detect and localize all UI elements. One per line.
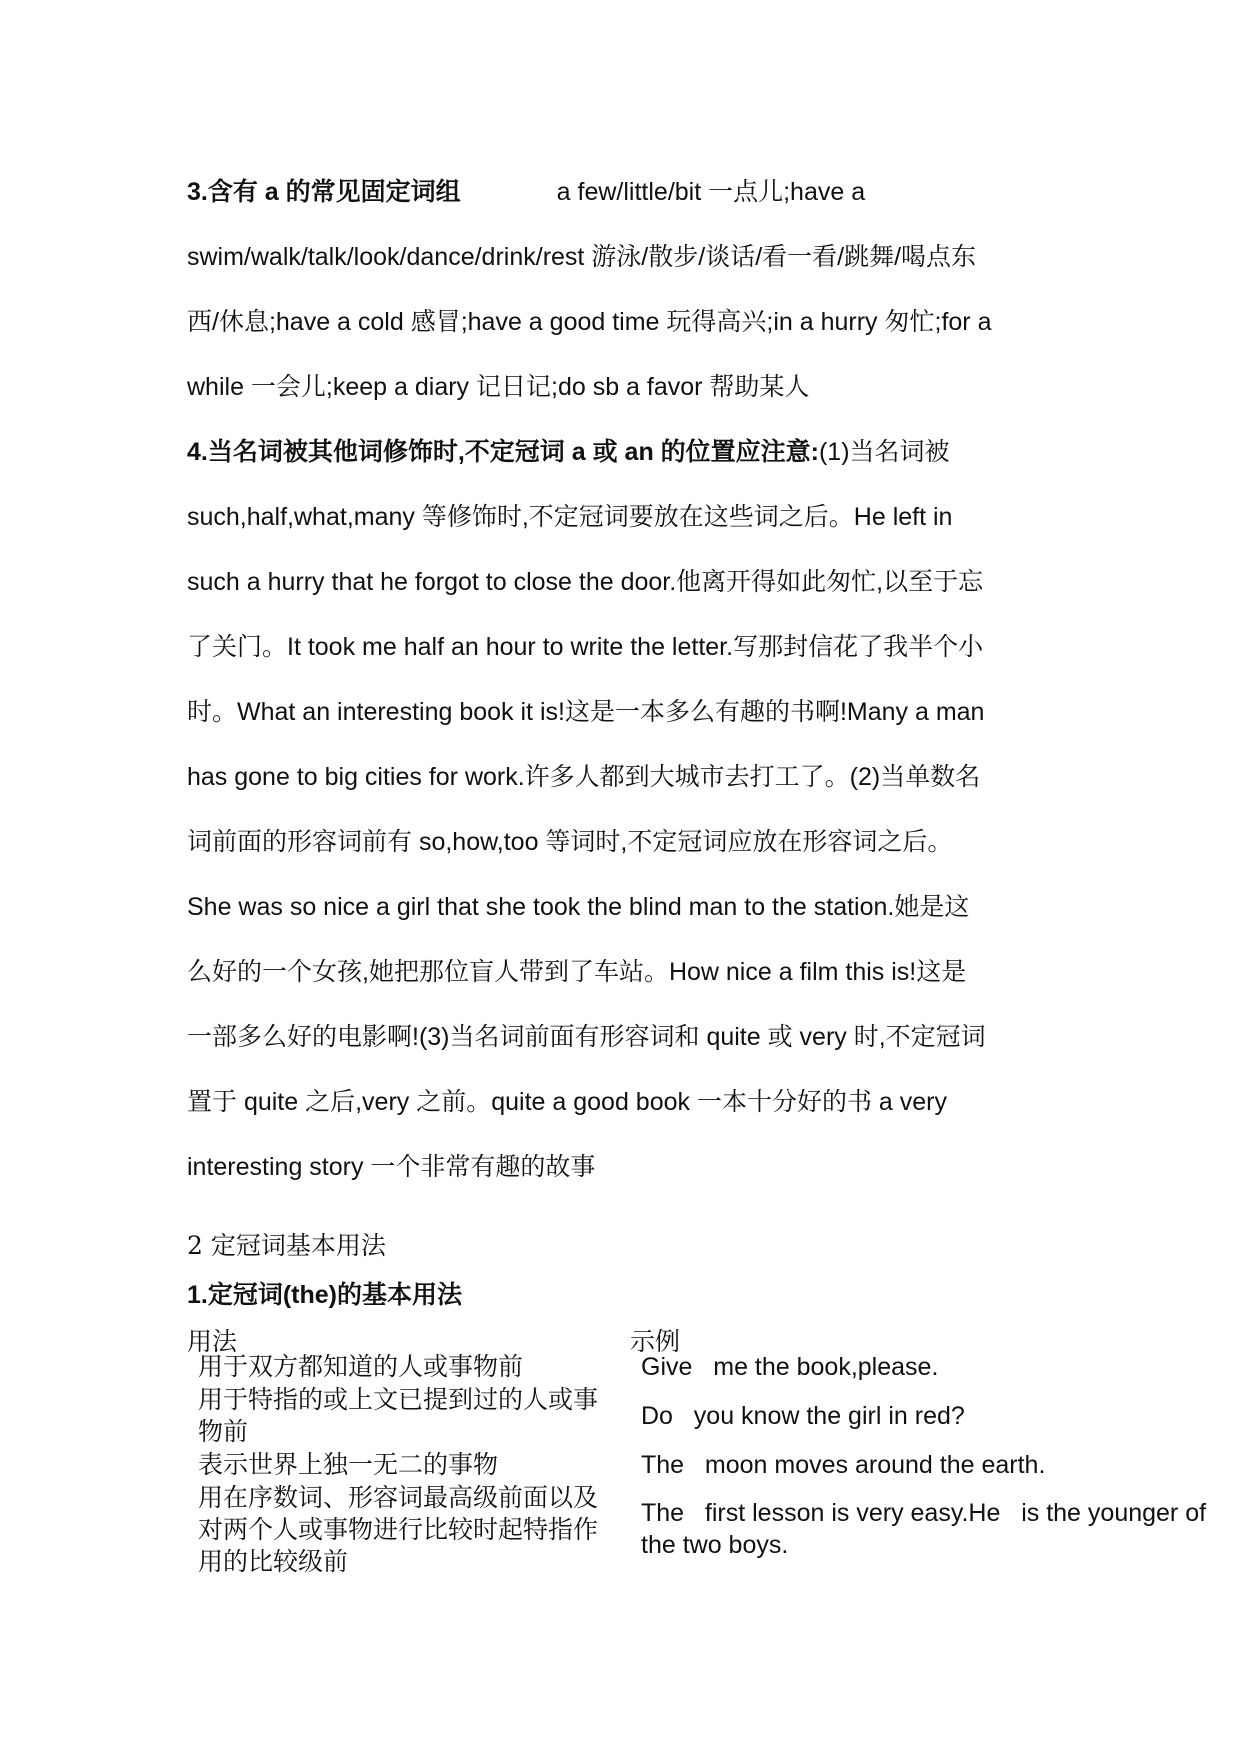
item4-line: 词前面的形容词前有 so,how,too 等词时,不定冠词应放在形容词之后。	[187, 828, 953, 856]
definite-article-heading: 1.定冠词(the)的基本用法	[187, 1281, 463, 1309]
table-header-example: 示例	[630, 1327, 681, 1356]
table-row-usage: 用在序数词、形容词最高级前面以及对两个人或事物进行比较时起特指作用的比较级前	[198, 1483, 599, 1576]
item4-line: 时。What an interesting book it is!这是一本多么有趣的书啊!Many a man	[187, 698, 985, 726]
item4-line: has gone to big cities for work.许多人都到大城市去打工了。(2)当单数名	[187, 763, 981, 791]
table-row-usage: 用于双方都知道的人或事物前	[198, 1352, 524, 1381]
section-2-title: 2 定冠词基本用法	[187, 1231, 386, 1260]
table-row-example: The moon moves around the earth.	[641, 1451, 1046, 1479]
item4-line: such,half,what,many 等修饰时,不定冠词要放在这些词之后。He left in	[187, 503, 953, 531]
item4-line: 了关门。It took me half an hour to write the letter.写那封信花了我半个小	[187, 633, 984, 661]
article-body	[187, 160, 1067, 1200]
item3-line-3: 西/休息;have a cold 感冒;have a good time 玩得高兴;in a hurry 匆忙;for a	[187, 308, 992, 336]
item3-line-4: while 一会儿;keep a diary 记日记;do sb a favor 帮助某人	[187, 373, 810, 401]
table-row-usage: 用于特指的或上文已提到过的人或事物前	[198, 1385, 599, 1446]
item4-line: such a hurry that he forgot to close the door.他离开得如此匆忙,以至于忘	[187, 568, 984, 596]
item4-line: She was so nice a girl that she took the blind man to the station.她是这	[187, 893, 970, 921]
item3-line-1-text: a few/little/bit 一点儿;have a	[556, 178, 866, 206]
item4-line-1	[187, 420, 1067, 485]
item3-line-2: swim/walk/talk/look/dance/drink/rest 游泳/散步/谈话/看一看/跳舞/喝点东	[187, 243, 977, 271]
item4-line-1-text: (1)当名词被	[818, 438, 950, 466]
item3-line-1	[187, 160, 1067, 225]
table-header-usage: 用法	[187, 1327, 238, 1356]
table-row-usage: 表示世界上独一无二的事物	[198, 1450, 499, 1479]
item4-line: 置于 quite 之后,very 之前。quite a good book 一本十分好的书 a very	[187, 1088, 947, 1116]
table-row-example: Do you know the girl in red?	[641, 1402, 965, 1430]
table-row-example: Give me the book,please.	[641, 1353, 939, 1381]
item3-heading: 3.含有 a 的常见固定词组	[187, 178, 461, 206]
item4-line: interesting story 一个非常有趣的故事	[187, 1153, 596, 1181]
item4-line: 一部多么好的电影啊!(3)当名词前面有形容词和 quite 或 very 时,不定冠词	[187, 1023, 986, 1051]
item4-heading: 4.当名词被其他词修饰时,不定冠词 a 或 an 的位置应注意:	[187, 438, 819, 466]
table-row-example: The first lesson is very easy.He is the younger of the two boys.	[641, 1499, 1214, 1559]
item4-line: 么好的一个女孩,她把那位盲人带到了车站。How nice a film this is!这是	[187, 958, 967, 986]
